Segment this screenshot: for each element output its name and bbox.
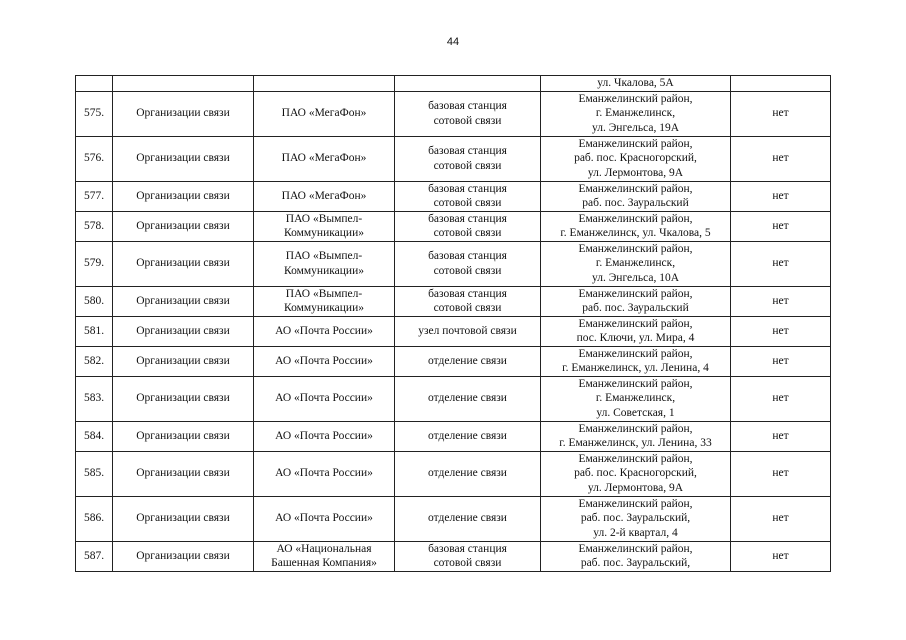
facility-type-line: сотовой связи	[433, 159, 502, 172]
table-row	[76, 181, 831, 211]
address-line: ул. Энгельса, 10А	[591, 271, 680, 284]
address-line: Еманжелинский район,	[578, 377, 693, 390]
table-row	[76, 541, 831, 571]
facility-type-cell	[395, 451, 541, 496]
value-cell: нет	[731, 541, 831, 571]
value-cell: нет	[731, 451, 831, 496]
address-line: г. Еманжелинск, ул. Чкалова, 5	[560, 227, 711, 239]
address-line: г. Еманжелинск,	[595, 392, 676, 405]
facility-type-line: отделение связи	[428, 429, 507, 442]
address-line: Еманжелинский район,	[578, 182, 693, 195]
value-cell: нет	[731, 316, 831, 346]
address-line: г. Еманжелинск, ул. Ленина, 33	[559, 437, 712, 449]
facility-type-cell	[395, 496, 541, 541]
value-cell: нет	[731, 91, 831, 136]
address-line: Еманжелинский район,	[578, 287, 693, 300]
value-cell: нет	[731, 421, 831, 451]
operator-cell	[254, 241, 395, 286]
operator-line: АО «Почта России»	[275, 324, 373, 337]
category-cell	[113, 76, 254, 92]
facility-type-line: сотовой связи	[433, 302, 502, 314]
row-number-cell: 581.	[76, 316, 113, 346]
address-line: Еманжелинский район,	[578, 317, 693, 330]
operator-cell	[254, 91, 395, 136]
address-cell	[541, 91, 731, 136]
facility-type-line: сотовой связи	[433, 114, 502, 127]
facility-type-line: базовая станция	[428, 250, 507, 262]
value-cell: нет	[731, 136, 831, 181]
category-cell: Организации связи	[113, 181, 254, 211]
operator-line: ПАО «Вымпел-	[285, 287, 363, 300]
facility-type-line: базовая станция	[428, 212, 507, 225]
category-cell: Организации связи	[113, 451, 254, 496]
address-line: ул. Чкалова, 5А	[597, 77, 674, 89]
category-cell: Организации связи	[113, 421, 254, 451]
facility-type-cell	[395, 181, 541, 211]
facility-type-line: базовая станция	[428, 542, 507, 555]
registry-table	[75, 75, 831, 572]
facility-type-cell	[395, 376, 541, 421]
address-cell	[541, 346, 731, 376]
category-cell: Организации связи	[113, 496, 254, 541]
operator-cell	[254, 541, 395, 571]
table-row	[76, 451, 831, 496]
facility-type-line: сотовой связи	[433, 264, 502, 277]
operator-cell	[254, 316, 395, 346]
category-cell: Организации связи	[113, 316, 254, 346]
table-row	[76, 286, 831, 316]
category-cell: Организации связи	[113, 376, 254, 421]
facility-type-cell	[395, 421, 541, 451]
operator-line: Коммуникации»	[284, 302, 364, 314]
operator-line: АО «Почта России»	[275, 512, 373, 525]
row-number-cell: 584.	[76, 421, 113, 451]
row-number-cell: 585.	[76, 451, 113, 496]
address-line: Еманжелинский район,	[578, 137, 693, 150]
address-line: Еманжелинский район,	[578, 347, 693, 360]
facility-type-cell	[395, 211, 541, 241]
address-cell	[541, 496, 731, 541]
address-cell	[541, 76, 731, 92]
facility-type-line: базовая станция	[428, 100, 507, 112]
facility-type-cell	[395, 541, 541, 571]
address-line: раб. пос. Красногорский,	[574, 152, 697, 165]
operator-line: Коммуникации»	[284, 264, 364, 277]
facility-type-cell	[395, 286, 541, 316]
address-cell	[541, 376, 731, 421]
category-cell: Организации связи	[113, 241, 254, 286]
operator-cell	[254, 211, 395, 241]
row-number-cell: 587.	[76, 541, 113, 571]
table-body	[76, 76, 831, 572]
facility-type-cell	[395, 316, 541, 346]
category-cell: Организации связи	[113, 91, 254, 136]
row-number-cell: 579.	[76, 241, 113, 286]
category-cell: Организации связи	[113, 211, 254, 241]
address-line: г. Еманжелинск, ул. Ленина, 4	[562, 362, 709, 374]
value-cell: нет	[731, 346, 831, 376]
facility-type-cell	[395, 91, 541, 136]
operator-line: ПАО «Вымпел-	[285, 212, 363, 225]
facility-type-line: отделение связи	[428, 512, 507, 525]
address-line: раб. пос. Зауральский	[582, 302, 689, 314]
row-number-cell: 583.	[76, 376, 113, 421]
page-number: 44	[446, 36, 460, 48]
row-number-cell: 582.	[76, 346, 113, 376]
table-row	[76, 421, 831, 451]
operator-line: ПАО «МегаФон»	[281, 189, 367, 202]
operator-cell	[254, 76, 395, 92]
address-cell	[541, 181, 731, 211]
operator-line: ПАО «МегаФон»	[281, 152, 367, 165]
operator-line: АО «Почта России»	[275, 467, 373, 480]
operator-line: АО «Почта России»	[275, 429, 373, 442]
table-row	[76, 91, 831, 136]
operator-cell	[254, 376, 395, 421]
operator-line: ПАО «Вымпел-	[285, 250, 363, 262]
value-cell: нет	[731, 376, 831, 421]
address-cell	[541, 136, 731, 181]
address-line: Еманжелинский район,	[578, 452, 693, 465]
operator-cell	[254, 181, 395, 211]
row-number-cell	[76, 76, 113, 92]
value-cell: нет	[731, 181, 831, 211]
category-cell: Организации связи	[113, 136, 254, 181]
value-cell: нет	[731, 286, 831, 316]
facility-type-line: отделение связи	[428, 392, 507, 405]
facility-type-line: сотовой связи	[433, 197, 502, 209]
address-cell	[541, 451, 731, 496]
facility-type-cell	[395, 346, 541, 376]
category-cell: Организации связи	[113, 286, 254, 316]
address-line: Еманжелинский район,	[578, 542, 693, 555]
operator-cell	[254, 136, 395, 181]
facility-type-line: базовая станция	[428, 182, 507, 195]
address-line: пос. Ключи, ул. Мира, 4	[576, 332, 695, 344]
table-row	[76, 241, 831, 286]
operator-line: ПАО «МегаФон»	[281, 107, 367, 120]
table-row	[76, 346, 831, 376]
address-line: г. Еманжелинск,	[595, 257, 676, 270]
address-cell	[541, 241, 731, 286]
facility-type-line: базовая станция	[428, 287, 507, 300]
address-line: раб. пос. Красногорский,	[574, 467, 697, 480]
row-number-cell: 577.	[76, 181, 113, 211]
address-line: ул. Энгельса, 19А	[591, 121, 680, 134]
address-line: Еманжелинский район,	[578, 422, 693, 435]
facility-type-line: базовая станция	[428, 145, 507, 157]
facility-type-line: сотовой связи	[433, 557, 502, 569]
address-line: раб. пос. Зауральский,	[580, 512, 691, 525]
address-line: раб. пос. Зауральский	[582, 197, 689, 209]
row-number-cell: 578.	[76, 211, 113, 241]
operator-cell	[254, 421, 395, 451]
value-cell: нет	[731, 496, 831, 541]
table-row	[76, 136, 831, 181]
value-cell: нет	[731, 241, 831, 286]
table-row	[76, 316, 831, 346]
category-cell: Организации связи	[113, 541, 254, 571]
address-line: Еманжелинский район,	[578, 242, 693, 255]
facility-type-line: отделение связи	[428, 354, 507, 367]
table-row	[76, 211, 831, 241]
row-number-cell: 575.	[76, 91, 113, 136]
address-line: ул. 2-й квартал, 4	[593, 526, 678, 539]
operator-line: АО «Почта России»	[275, 354, 373, 367]
address-line: Еманжелинский район,	[578, 497, 693, 510]
address-cell	[541, 211, 731, 241]
value-cell: нет	[731, 211, 831, 241]
operator-line: АО «Национальная	[276, 542, 372, 555]
operator-cell	[254, 496, 395, 541]
address-cell	[541, 286, 731, 316]
facility-type-cell	[395, 241, 541, 286]
address-line: г. Еманжелинск,	[595, 107, 676, 120]
row-number-cell: 586.	[76, 496, 113, 541]
address-line: Еманжелинский район,	[578, 212, 693, 225]
table-row	[76, 376, 831, 421]
category-cell: Организации связи	[113, 346, 254, 376]
facility-type-line: отделение связи	[428, 467, 507, 480]
table-row	[76, 76, 831, 92]
address-cell	[541, 421, 731, 451]
operator-cell	[254, 346, 395, 376]
operator-line: Башенная Компания»	[271, 557, 377, 569]
operator-line: Коммуникации»	[284, 227, 364, 239]
row-number-cell: 580.	[76, 286, 113, 316]
value-cell	[731, 76, 831, 92]
facility-type-cell	[395, 76, 541, 92]
operator-cell	[254, 286, 395, 316]
address-line: ул. Лермонтова, 9А	[587, 481, 684, 494]
address-cell	[541, 541, 731, 571]
facility-type-line: сотовой связи	[433, 227, 502, 239]
address-line: ул. Лермонтова, 9А	[587, 166, 684, 179]
operator-cell	[254, 451, 395, 496]
operator-line: АО «Почта России»	[275, 392, 373, 405]
address-line: Еманжелинский район,	[578, 92, 693, 105]
table-row	[76, 496, 831, 541]
row-number-cell: 576.	[76, 136, 113, 181]
address-cell	[541, 316, 731, 346]
address-line: раб. пос. Зауральский,	[580, 557, 691, 569]
facility-type-cell	[395, 136, 541, 181]
facility-type-line: узел почтовой связи	[418, 324, 517, 337]
address-line: ул. Советская, 1	[596, 406, 675, 419]
